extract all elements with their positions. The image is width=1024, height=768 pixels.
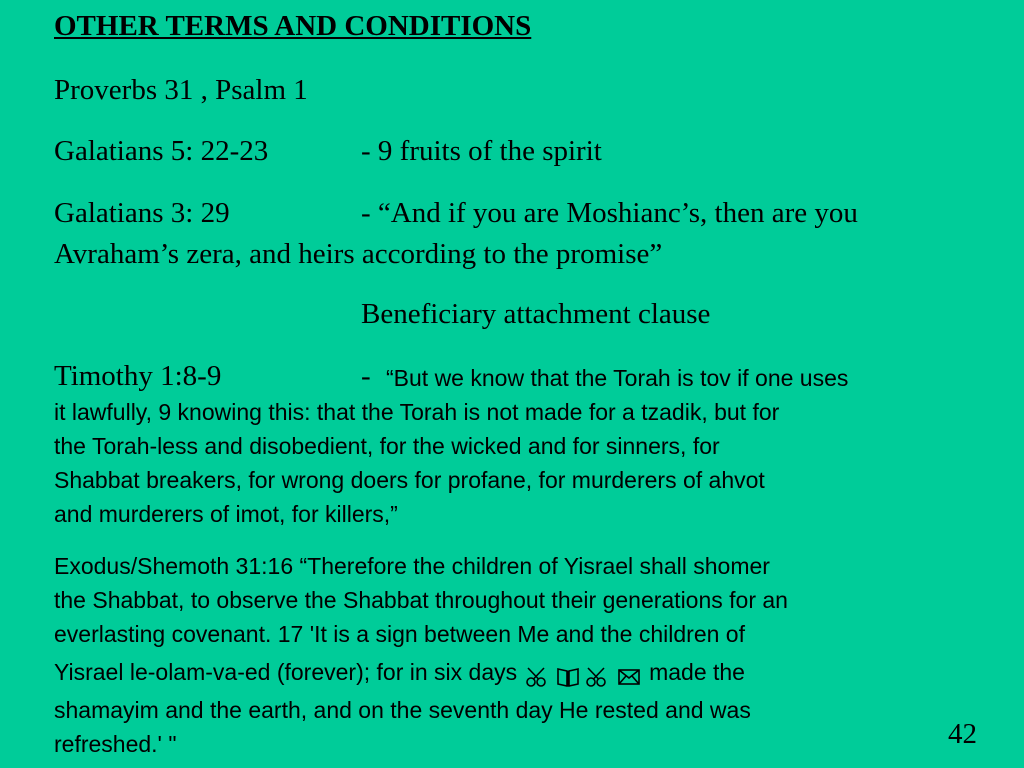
- galatians3-quote-line1: - “And if you are Moshianc’s, then are you: [361, 197, 858, 229]
- scissors-icon: [526, 666, 550, 688]
- exodus-quote-line: shamayim and the earth, and on the seventh day He rested and was: [54, 697, 751, 723]
- exodus-quote-line: [54, 655, 745, 692]
- timothy-quote-line: Shabbat breakers, for wrong doers for profane, for murderers of ahvot: [54, 467, 765, 493]
- exodus-quote-line: the Shabbat, to observe the Shabbat throughout their generations for an: [54, 587, 788, 613]
- page-number: 42: [948, 718, 977, 750]
- galatians5-reference: Galatians 5: 22-23: [54, 135, 269, 167]
- book-icon: [556, 666, 580, 688]
- timothy-dash: -: [361, 360, 371, 392]
- exodus-quote-line: Exodus/Shemoth 31:16 “Therefore the children of Yisrael shall shomer: [54, 553, 770, 579]
- galatians3-quote-line2: Avraham’s zera, and heirs according to the promise”: [54, 238, 663, 270]
- exodus-line4-before: Yisrael le-olam-va-ed (forever); for in six days: [54, 659, 518, 685]
- timothy-quote-line: it lawfully, 9 knowing this: that the Torah is not made for a tzadik, but for: [54, 399, 780, 425]
- galatians3-reference: Galatians 3: 29: [54, 197, 230, 229]
- proverbs-reference: Proverbs 31 , Psalm 1: [54, 74, 308, 106]
- timothy-quote-line: “But we know that the Torah is tov if one uses: [386, 365, 849, 391]
- scissors-icon: [586, 666, 610, 688]
- timothy-quote-line: the Torah-less and disobedient, for the wicked and for sinners, for: [54, 433, 720, 459]
- galatians5-description: - 9 fruits of the spirit: [361, 135, 602, 167]
- envelope-icon: [617, 666, 641, 688]
- exodus-quote-line: refreshed.' ": [54, 731, 177, 757]
- beneficiary-clause: Beneficiary attachment clause: [361, 298, 711, 330]
- slide-title: OTHER TERMS AND CONDITIONS: [54, 10, 532, 42]
- exodus-quote-line: everlasting covenant. 17 'It is a sign between Me and the children of: [54, 621, 745, 647]
- exodus-line4-after: made the: [649, 659, 745, 685]
- timothy-reference: Timothy 1:8-9: [54, 360, 222, 392]
- timothy-quote-line: and murderers of imot, for killers,”: [54, 501, 398, 527]
- wingding-glyphs: [526, 658, 641, 692]
